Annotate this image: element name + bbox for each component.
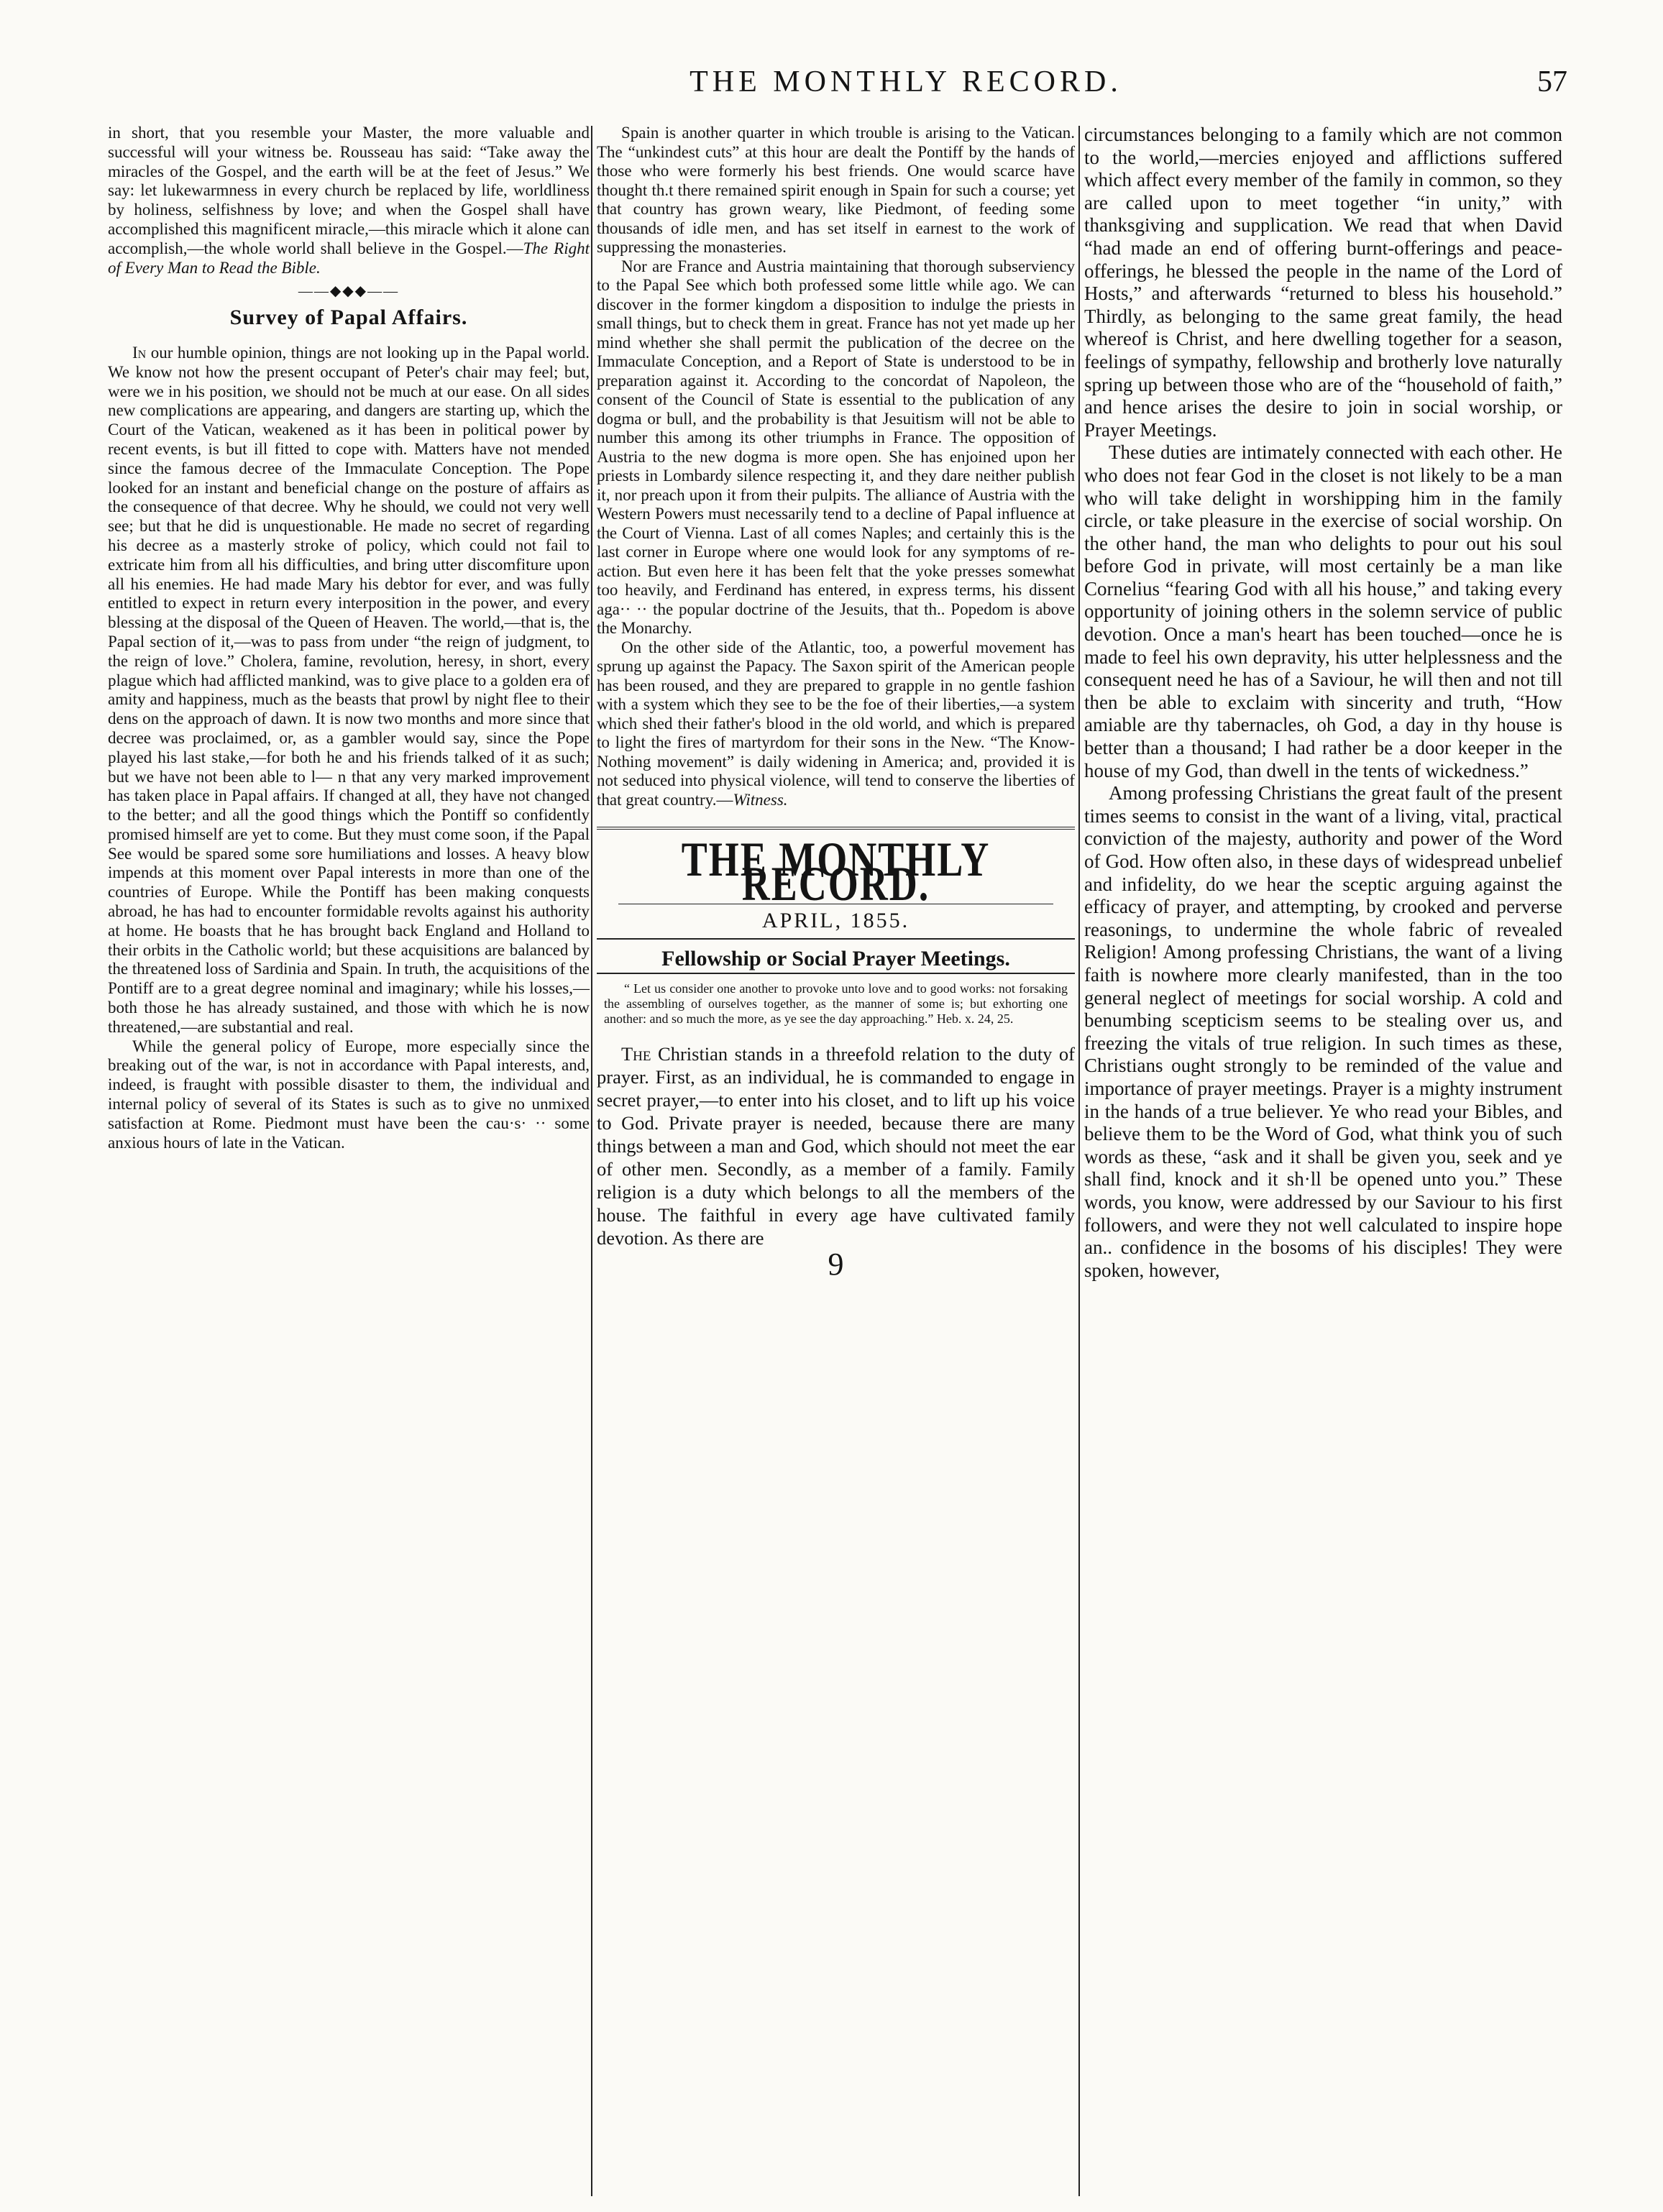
signature-mark: 9 <box>828 1247 844 1282</box>
column-3 <box>1084 124 1562 1282</box>
article-paragraph: While the general policy of Europe, more especially since the breaking out of the war, is not in accordance with Papal interests, and, indeed, is fraught with possible disaster to them, the individual and internal policy of several of its States is such as to give no unmixed satisfaction at Rome. Piedmont must have been the cau·s· ·· some anxious hours of late in the Vatican. <box>108 1037 590 1152</box>
column-2 <box>597 124 1076 1282</box>
drop-initial: In <box>132 343 147 362</box>
page-number: 57 <box>1537 65 1567 98</box>
article-source: Witness. <box>733 790 788 809</box>
masthead-title: THE MONTHLY RECORD. <box>681 832 991 911</box>
article-paragraph: Nor are France and Austria maintaining that thorough subserviency to the Papal See which both professed some little while ago. We can discover in the former kingdom a disposition to indulge the priests in small things, but to check them in great. France has not yet made up her mind whether she shall permit the publication of the decree on the Immaculate Conception, and a Report of State is understood to be in preparation against it. According to the concordat of Napoleon, the consent of the Council of State is essential to the publication of any dogma or bull, and the probability is that Jesuitism will not be able to number this among its other triumphs in France. The opposition of Austria to the new dogma is more open. She has enjoined upon her priests in Lombardy silence respecting it, and they dare neither publish it, nor preach upon it from their pulpits. The alliance of Austria with the Western Powers must necessarily tend to a decline of Papal influence at the Court of Vienna. Last of all comes Naples; and certainly this is the last corner in Europe where one would look for any symptoms of re-action. But even here it has been felt that the yoke presses somewhat too heavily, and Ferdinand has entered, in express terms, his dissent aga·· ·· the popular doctrine of the Jesuits, that th.. Popedom is above the Monarchy. <box>597 257 1075 637</box>
section-heading: Survey of Papal Affairs. <box>229 306 468 330</box>
article-paragraph: These duties are intimately connected with each other. He who does not fear God in the closet is not likely to be a man who will take delight in worshipping him in the family circle, or take pleasure in the exercise of social worship. On the other hand, the man who delights to pour out his soul before God in private, will most certainly be a man like Cornelius “fearing God with all his house,” and taking every opportunity of joining others in the solemn service of public devotion. Once a man's heart has been touched—once he is made to feel his own depravity, his utter helplessness and the consequent need he has of a Saviour, he will then and not till then be able to exclaim with sincerity and truth, “How amiable are thy tabernacles, oh God, a day in thy house is better than a thousand; I had rather be a door keeper in the house of my God, than dwell in the tents of wickedness.” <box>1084 441 1562 781</box>
article-paragraph: in short, that you resemble your Master, the more valuable and successful will your witness be. Rousseau has said: “Take away the miracles of the Gospel, and the earth will be at the feet of Jesus.” We say: let lukewarmness in every church be replaced by life, worldliness by holiness, selfishness by love; and when the Gospel shall have accomplished this magnificent miracle,—this miracle which it alone can accomplish,—the whole world shall believe in the Gospel.—The Right of Every Man to Read the Bible. <box>108 124 590 277</box>
article-paragraph: circumstances belonging to a family which are not common to the world,—mercies enjoyed and afflictions suffered which affect every member of the family in common, so they are called upon to meet together “in unity,” with thanksgiving and supplication. We read that when David “had made an end of offering burnt-offerings and peace-offerings, he blessed the people in the name of the Lord of Hosts,” and afterwards “returned to bless his household.” Thirdly, as belonging to the same great family, the head whereof is Christ, and here dwelling together for a season, feelings of sympathy, fellowship and brotherly love naturally spring up between those who are of the “household of faith,” and hence arises the desire to join in social worship, or Prayer Meetings. <box>1084 124 1562 441</box>
running-title: THE MONTHLY RECORD. <box>690 65 1122 98</box>
running-head <box>108 29 1567 101</box>
drop-initial: The <box>621 1043 651 1065</box>
section-divider-ornament: ——◆◆◆—— <box>298 283 400 300</box>
column-rule-right <box>1078 126 1080 2196</box>
article-source: The Right of Every Man to Read the Bible. <box>108 239 590 277</box>
article-paragraph: The Christian stands in a threefold relation to the duty of prayer. First, as an individual, he is commanded to engage in secret prayer,—to enter into his closet, and to lift up his voice to God. Private prayer is needed, because there are many things between a man and God, which should not meet the ear of other men. Secondly, as a member of a family. Family religion is a duty which belongs to all the members of the house. The faithful in every age have cultivated family devotion. As there are <box>597 1043 1076 1249</box>
section-heading: Fellowship or Social Prayer Meetings. <box>597 950 1075 975</box>
article-paragraph: Among professing Christians the great fault of the present times seems to consist in the want of a living, vital, practical conviction of the majesty, authority and power of the Word of God. How often also, in these days of widespread unbelief and infidelity, do we hear the sceptic arguing against the efficacy of prayer, and attempting, by crooked and perverse reasonings, to undermine the whole fabric of revealed Religion! Among professing Christians, the want of a living faith is nowhere more clearly manifested, than in the too general neglect of meetings for social worship. A cold and benumbing scepticism seems to be stealing over us, and freezing the vitals of true religion. In such times as these, Christians ought strongly to be reminded of the value and importance of prayer meetings. Prayer is a mighty instrument in the hands of a true believer. Ye who read your Bibles, and believe them to be the Word of God, what think you of such words as these, “ask and it shall be given you, seek and ye shall find, knock and it sh·ll be opened unto you.” These words, you know, were addressed by our Saviour to his first followers, and were they not well calculated to inspire hope an.. confidence in the bosoms of his disciples! They were spoken, however, <box>1084 782 1562 1281</box>
article-paragraph: Spain is another quarter in which trouble is arising to the Vatican. The “unkindest cuts” at this hour are dealt the Pontiff by the hands of those who were formerly his best friends. One would scarce have thought th.t there remained spirit enough in Spain for such a course; yet that country has grown weary, like Piedmont, of feeding some thousands of idle men, and has set itself in earnest to the work of suppressing the monasteries. <box>597 124 1075 256</box>
masthead <box>597 827 1075 940</box>
column-1 <box>108 124 590 1152</box>
column-rule-left <box>591 126 592 2196</box>
article-paragraph: On the other side of the Atlantic, too, a powerful movement has sprung up against the Papacy. The Saxon spirit of the American people has been roused, and they are prepared to grapple in no gentle fashion with a system which they see to be the foe of their liberties,—a system which shed their father's blood in the old world, and which is prepared to light the fires of martyrdom for their sons in the New. “The Know-Nothing movement” is daily widening in America; and, provided it is not seduced into physical violence, will tend to conserve the liberties of that great country.—Witness. <box>597 638 1075 809</box>
masthead-date: APRIL, 1855. <box>618 904 1053 931</box>
epigraph: “ Let us consider one another to provoke unto love and to good works: not forsaking the assembling of ourselves together, as the manner of some is; but exhorting one another: and so much the more, as ye see the day approaching.” Heb. x. 24, 25. <box>604 981 1068 1026</box>
article-paragraph: In our humble opinion, things are not looking up in the Papal world. We know not how the present occupant of Peter's chair may feel; but, were we in his position, we should not be much at our ease. On all sides new complications are appearing, and dangers are starting up, which the Court of the Vatican, weakened as it has been in political power by recent events, is but ill fitted to cope with. Matters have not mended since the famous decree of the Immaculate Conception. The Pope looked for an instant and beneficial change on the posture of affairs as the consequence of that decree. Why he should, we could not very well see; but that he did is unquestionable. He made no secret of regarding his decree as a masterly stroke of policy, which could not fail to extricate him from all his difficulties, and bring utter discomfiture upon all his enemies. He had made Mary his debtor for ever, and was fully entitled to expect in return every interposition in the power, and every blessing at the disposal of the Queen of Heaven. The world,—that is, the Papal section of it,—was to pass from under “the reign of judgment, to the reign of love.” Cholera, famine, revolution, heresy, in short, every plague which had afflicted mankind, was to give place to a golden era of amity and happiness, much as the beasts that prowl by night flee to their dens on the approach of dawn. It is now two months and more since that decree was proclaimed, or, as a gambler would say, since the Pope played his last stake,—for both he and his friends talked of it as such; but we have not been able to l— n that any very marked improvement has taken place in Papal affairs. If changed at all, they have not changed to the better; and all the good things which the Pontiff so confidently promised himself are yet to come. But they must come soon, if the Papal See would be spared some sore humiliations and losses. A heavy blow impends at this moment over Papal interests in more than one of the countries of Europe. While the Pontiff has been making conquests abroad, he has had to encounter formidable revolts against his authority at home. He boasts that he has brought back England and Holland to their orbits in the Catholic world; but these acquisitions are balanced by the threatened loss of Sardinia and Spain. In truth, the acquisitions of the Pontiff are to a great degree nominal and imaginary; while his losses,—both those he has already sustained, and those with which he is now threatened,—are substantial and real. <box>108 343 590 1036</box>
